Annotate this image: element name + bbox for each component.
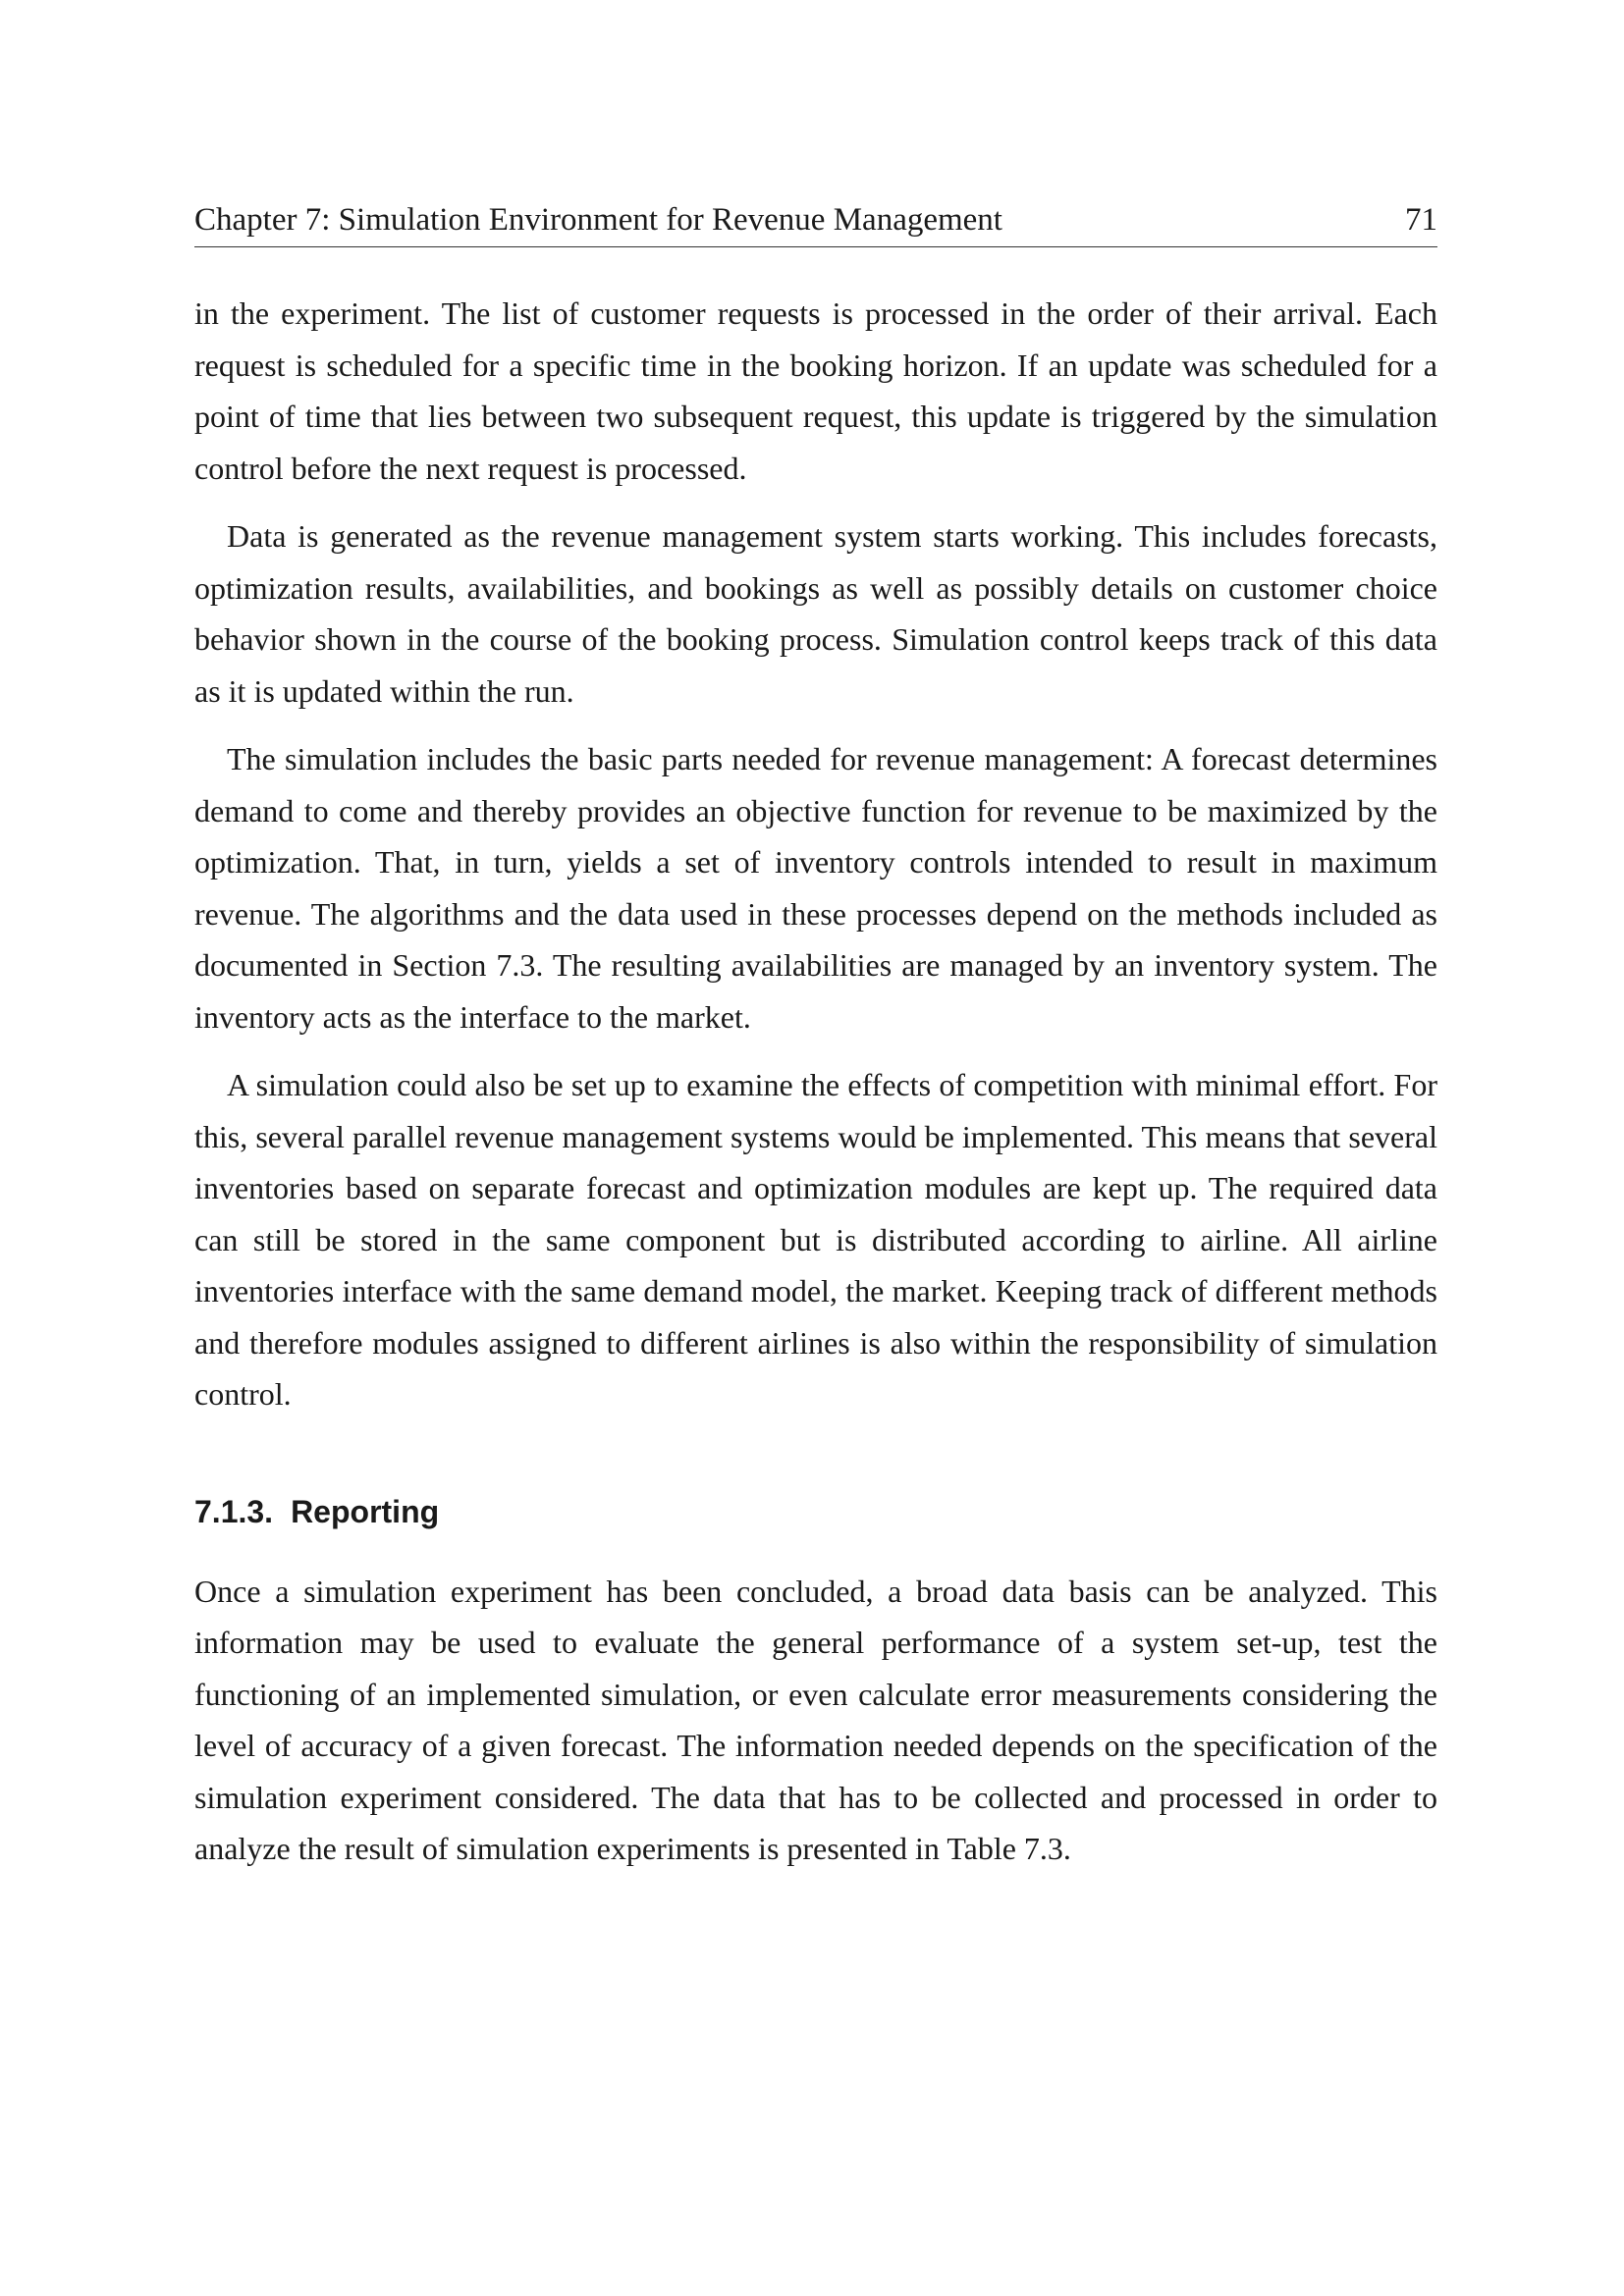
paragraph: in the experiment. The list of customer requests is processed in the order of their arrival. Each request is scheduled for a specific time in the booking horizon. If an update was scheduled for a point of time that lies between two subsequent request, this update is triggered by the simulation control before the next request is processed. [194,295,1437,486]
paragraph: The simulation includes the basic parts needed for revenue management: A forecast determines demand to come and thereby provides an objective function for revenue to be maximized by the optimization. That, in turn, yields a set of inventory controls intended to result in maximum revenue. The algorithms and the data used in these processes depend on the methods included as documented in Section 7.3. The resulting availabilities are managed by an inventory system. The inventory acts as the interface to the market. [194,741,1437,1035]
document-page [194,196,1437,1875]
page-number: 71 [1405,202,1437,238]
section-heading [194,1491,1437,1532]
paragraph: Once a simulation experiment has been concluded, a broad data basis can be analyzed. This information may be used to evaluate the general performance of a system set-up, test the functioning of an implemented simulation, or even calculate error measurements considering the level of accuracy of a given forecast. The information needed depends on the specification of the simulation experiment considered. The data that has to be collected and processed in order to analyze the result of simulation experiments is presented in Table 7.3. [194,1573,1437,1866]
paragraph: A simulation could also be set up to examine the effects of competition with minimal effort. For this, several parallel revenue management systems would be implemented. This means that several inventories based on separate forecast and optimization modules are kept up. The required data can still be stored in the same component but is distributed according to airline. All airline inventories interface with the same demand model, the market. Keeping track of different methods and therefore modules assigned to different airlines is also within the responsibility of simulation control. [194,1067,1437,1412]
running-header [194,196,1437,247]
section-title: Reporting [291,1493,440,1529]
chapter-title: Chapter 7: Simulation Environment for Revenue Management [194,202,1002,238]
paragraph: Data is generated as the revenue management system starts working. This includes forecasts, optimization results, availabilities, and bookings as well as possibly details on customer choice behavior shown in the course of the booking process. Simulation control keeps track of this data as it is updated within the run. [194,518,1437,709]
section-number: 7.1.3. [194,1493,274,1529]
body-text [194,288,1437,1875]
